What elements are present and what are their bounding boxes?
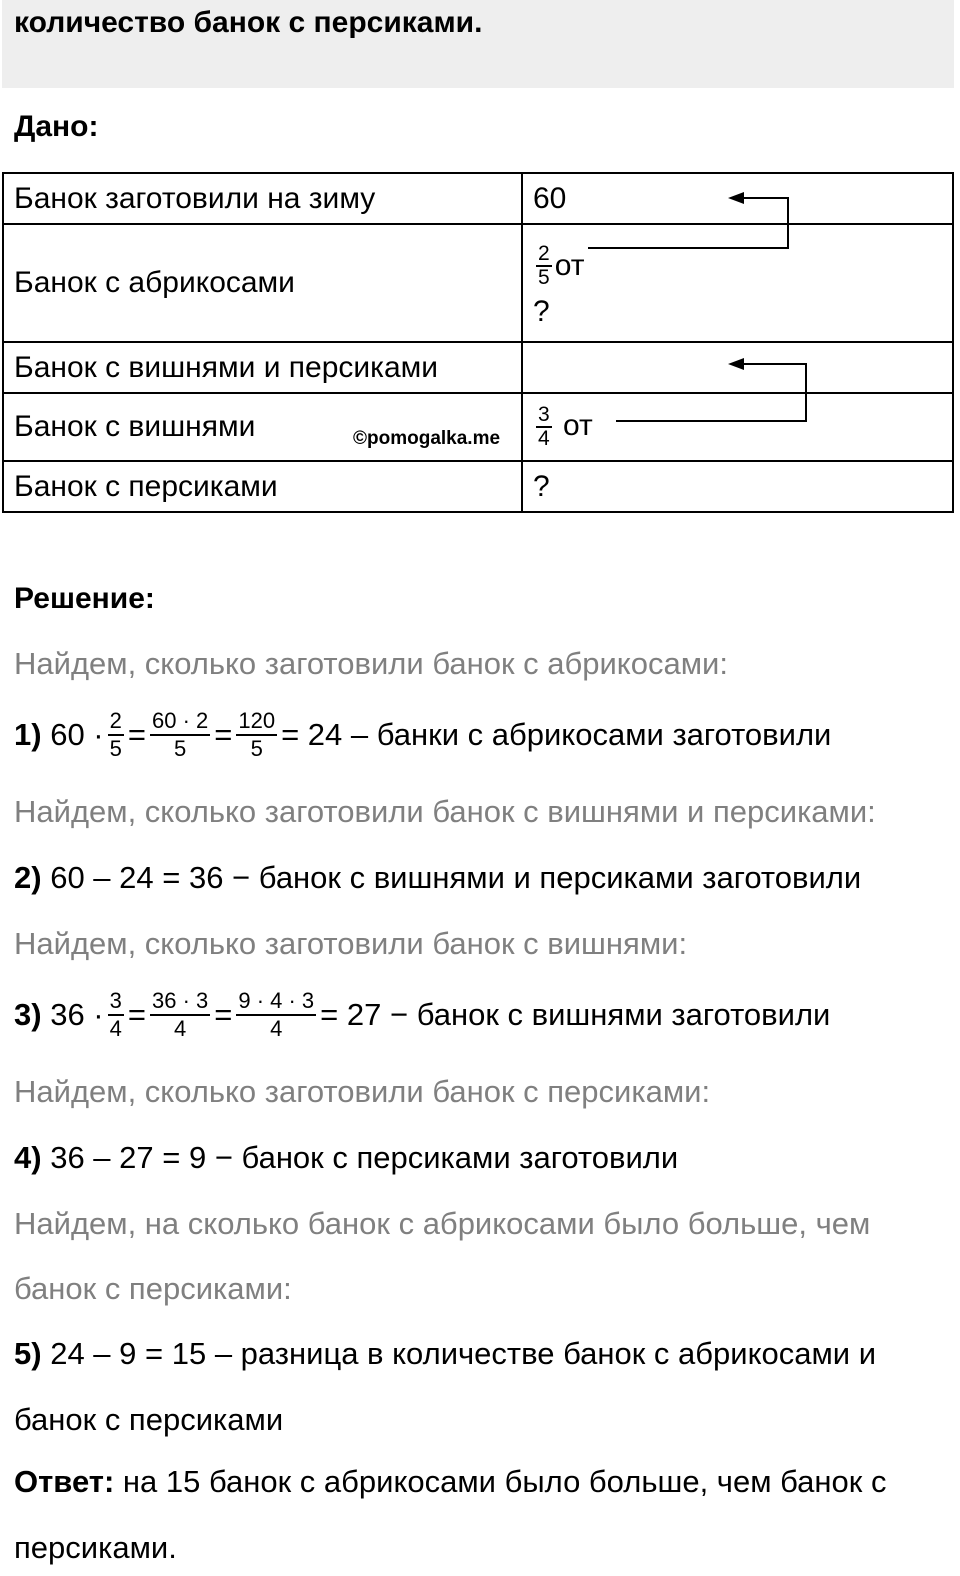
step-hint: Найдем, сколько заготовили банок с абрикосами: [14, 646, 728, 681]
fraction: $\frac{36 \cdot 3}{4}$ [151, 988, 209, 1041]
step-equation: 1) 60 · $\frac{2}{5}$ = $\frac{60 \cdot 2}{5}$ = $\frac{120}{5}$ = 24 – банки с абрикосами заготовили [14, 708, 832, 761]
watermark: ©pomogalka.me [353, 428, 501, 449]
given-table [2, 172, 954, 513]
fraction: $\frac{2}{5}$ [538, 242, 550, 289]
step-hint: Найдем, сколько заготовили банок с вишнями: [14, 926, 688, 961]
table-row [3, 393, 953, 461]
row-value [522, 342, 953, 393]
row-value: $\frac{2}{5}$ от ? [522, 224, 953, 342]
step-equation: 4) 36 – 27 = 9 − банок с персиками заготовили [14, 1140, 679, 1175]
step-equation: 2) 60 – 24 = 36 − банок с вишнями и персиками заготовили [14, 860, 862, 895]
row-label: Банок с персиками [3, 461, 522, 512]
table-row [3, 342, 953, 393]
table-row [3, 173, 953, 224]
answer-continued: персиками. [14, 1530, 177, 1565]
step-equation: 3) 36 · $\frac{3}{4}$ = $\frac{36 \cdot 3}{4}$ = $\frac{9 \cdot 4 \cdot 3}{4}$ = 27 − банок с вишнями заготовили [14, 988, 831, 1041]
step-hint: Найдем, сколько заготовили банок с персиками: [14, 1074, 711, 1109]
unknown-mark: ? [533, 295, 550, 328]
fraction: $\frac{9 \cdot 4 \cdot 3}{4}$ [238, 988, 315, 1041]
header-text: количество банок с персиками. [14, 6, 483, 39]
fraction: $\frac{2}{5}$ [109, 708, 122, 761]
step-hint: банок с персиками: [14, 1271, 292, 1306]
row-label: Банок с вишнями и персиками [3, 342, 522, 393]
fraction: $\frac{3}{4}$ [538, 403, 550, 450]
fraction: $\frac{3}{4}$ [109, 988, 122, 1041]
step-hint: Найдем, сколько заготовили банок с вишнями и персиками: [14, 794, 876, 829]
step-equation: банок с персиками [14, 1402, 284, 1437]
row-value: $\frac{3}{4}$ от [522, 393, 953, 461]
fraction: $\frac{60 \cdot 2}{5}$ [151, 708, 209, 761]
row-value: ? [522, 461, 953, 512]
fraction: $\frac{120}{5}$ [238, 708, 276, 761]
row-label: Банок заготовили на зиму [3, 173, 522, 224]
table-row [3, 224, 953, 342]
answer: Ответ: на 15 банок с абрикосами было больше, чем банок с [14, 1464, 887, 1499]
row-label: Банок с абрикосами [3, 224, 522, 342]
row-value: 60 [522, 173, 953, 224]
table-row [3, 461, 953, 512]
solution-title: Решение: [14, 582, 155, 615]
step-hint: Найдем, на сколько банок с абрикосами было больше, чем [14, 1206, 871, 1241]
row-label: Банок с вишнями [3, 393, 522, 461]
step-equation: 5) 24 – 9 = 15 – разница в количестве банок с абрикосами и [14, 1336, 877, 1371]
given-title: Дано: [14, 110, 99, 143]
